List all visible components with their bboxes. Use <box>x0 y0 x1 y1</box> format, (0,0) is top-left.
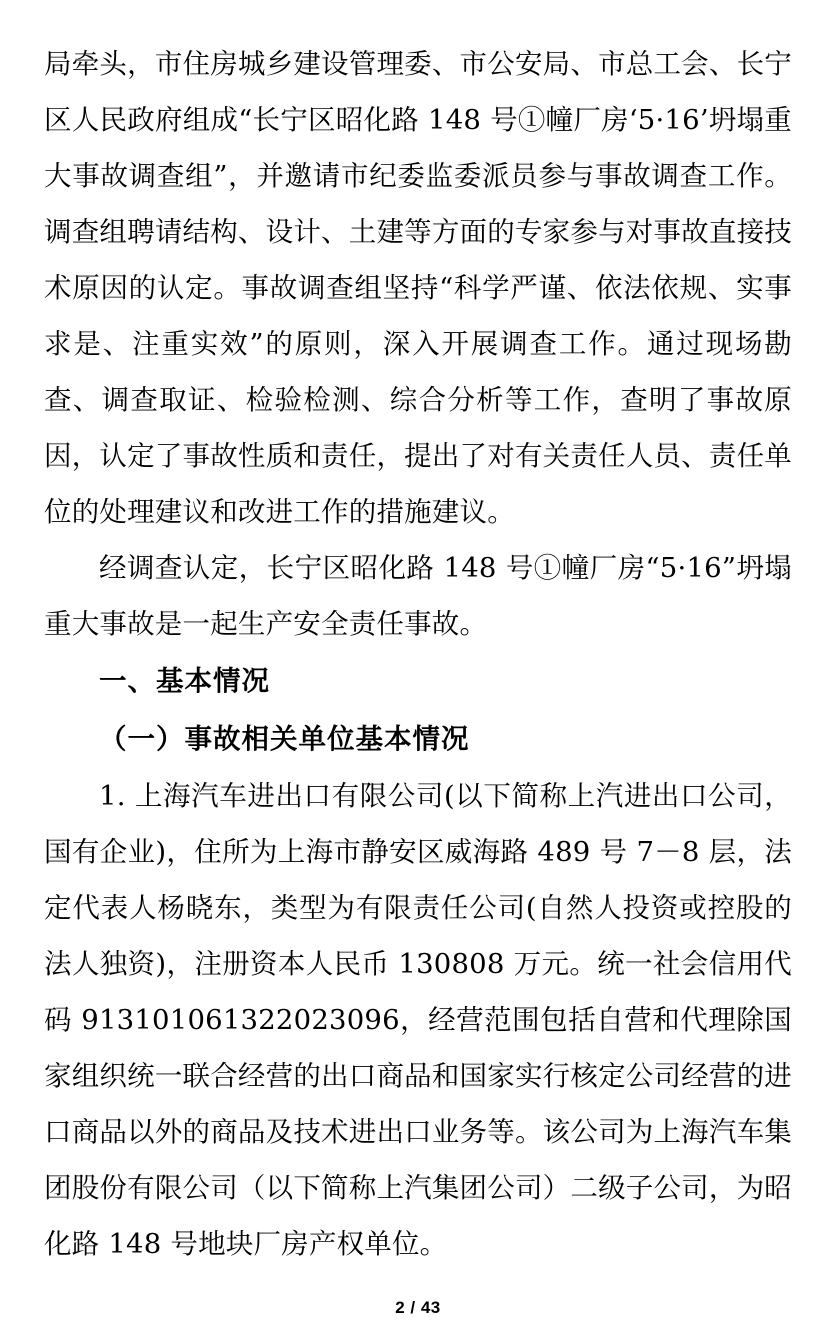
heading-related-units: （一）事故相关单位基本情况 <box>99 723 470 755</box>
paragraph-continued: 局牵头，市住房城乡建设管理委、市公安局、市总工会、长宁区人民政府组成“长宁区昭化路 148 号①幢厂房‘5·16’坍塌重大事故调查组”，并邀请市纪委监委派员参与事故调查工作。调查组聘请结构、设计、土建等方面的专家参与对事故直接技术原因的认定。事故调查组坚持“科学严谨、依法依规、实事求是、注重实效”的原则，深入开展调查工作。通过现场勘查、调查取证、检验检测、综合分析等工作，查明了事故原因，认定了事故性质和责任，提出了对有关责任人员、责任单位的处理建议和改进工作的措施建议。 <box>44 48 792 528</box>
heading-basic-situation: 一、基本情况 <box>99 665 270 697</box>
paragraph-company-info: 1. 上海汽车进出口有限公司(以下简称上汽进出口公司，国有企业)，住所为上海市静安区威海路 489 号 7－8 层，法定代表人杨晓东，类型为有限责任公司(自然人投资或控股的法人独资)，注册资本人民币 130808 万元。统一社会信用代码 913101061322023096，经营范围包括自营和代理除国家组织统一联合经营的出口商品和国家实行核定公司经营的进口商品以外的商品及技术进出口业务等。该公司为上海汽车集团股份有限公司（以下简称上汽集团公司）二级子公司，为昭化路 148 号地块厂房产权单位。 <box>44 780 792 1260</box>
paragraph-conclusion: 经调查认定，长宁区昭化路 148 号①幢厂房“5·16”坍塌重大事故是一起生产安全责任事故。 <box>44 552 792 640</box>
document-body <box>44 36 792 1272</box>
page-number-footer: 2 / 43 <box>395 1298 441 1317</box>
